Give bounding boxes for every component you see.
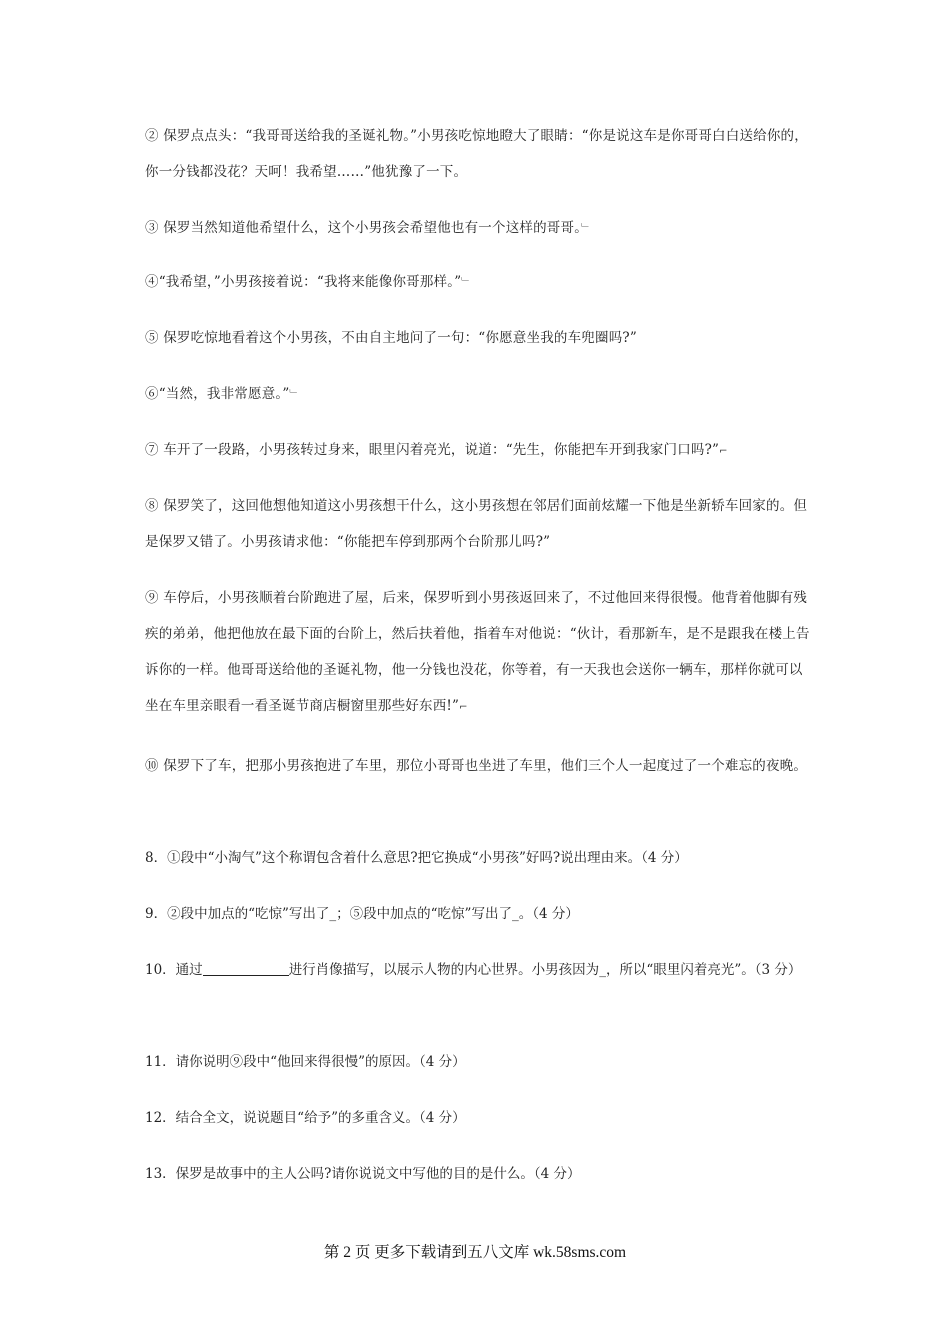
answer-blank[interactable]: _ [329,906,337,922]
paragraph-mark-icon: ﹂ [289,390,300,401]
page-footer: 第 2 页 更多下载请到五八文库 wk.58sms.com [323,1244,627,1261]
paragraph-10: ⑩ 保罗下了车，把那小男孩抱进了车里，那位小哥哥也坐进了车里，他们三个人一起度过了一个难忘的夜晚。 [145,758,808,774]
paragraph-9: ⑨ 车停后，小男孩顺着台阶跑进了屋，后来，保罗听到小男孩返回来了，不过他回来得很慢。他背着他脚有残疾的弟弟，他把他放在最下面的台阶上，然后扶着他，指着车对他说：“伙计，看那新车，是不是跟我在楼上告诉你的一样。他哥哥送给他的圣诞礼物，他一分钱也没花，你等着，有一天我也会送你一辆车，那样你就可以坐在车里亲眼看一看圣诞节商店橱窗里那些好东西!”⌐ [145,590,810,714]
answer-blank[interactable]: _ [599,962,606,978]
question-8: 8．①段中“小淘气”这个称谓包含着什么意思?把它换成“小男孩”好吗?说出理由来。（4 分） [145,850,688,866]
paragraph-2: ② 保罗点点头：“我哥哥送给我的圣诞礼物。”小男孩吃惊地瞪大了眼睛：“你是说这车是你哥哥白白送给你的，你一分钱都没花？天呵！我希望……”他犹豫了一下。 [145,128,808,180]
question-11: 11．请你说明⑨段中“他回来得很慢”的原因。（4 分） [145,1054,466,1070]
newline-mark-icon: ⌐ [459,702,468,713]
paragraph-5: ⑤ 保罗吃惊地看着这个小男孩，不由自主地问了一句：“你愿意坐我的车兜圈吗?” [145,330,637,346]
question-9: 9．②段中加点的“吃惊”写出了_；⑤段中加点的“吃惊”写出了_。（4 分） [145,906,579,922]
paragraph-7: ⑦ 车开了一段路，小男孩转过身来，眼里闪着亮光，说道：“先生，你能把车开到我家门口吗?”⌐ [145,442,728,458]
question-12: 12．结合全文，说说题目“给予”的多重含义。（4 分） [145,1110,466,1126]
answer-blank[interactable] [203,961,289,976]
question-13: 13．保罗是故事中的主人公吗?请你说说文中写他的目的是什么。（4 分） [145,1166,581,1182]
paragraph-3: ③ 保罗当然知道他希望什么，这个小男孩会希望他也有一个这样的哥哥。﹂ [145,220,592,236]
paragraph-8: ⑧ 保罗笑了，这回他想他知道这小男孩想干什么，这小男孩想在邻居们面前炫耀一下他是坐新轿车回家的。但是保罗又错了。小男孩请求他：“你能把车停到那两个台阶那儿吗?” [145,498,808,550]
question-10: 10．通过 进行肖像描写，以展示人物的内心世界。小男孩因为_，所以“眼里闪着亮光”。（3 分） [145,962,802,978]
newline-mark-icon: ⌐ [719,446,728,457]
answer-blank[interactable]: _ [511,906,519,922]
paragraph-6: ⑥“当然，我非常愿意。”﹂ [145,386,300,402]
paragraph-4: ④“我希望，”小男孩接着说：“我将来能像你哥那样。”﹂ [145,274,472,290]
paragraph-mark-icon: ﹂ [581,224,592,235]
paragraph-mark-icon: ﹂ [461,278,472,289]
